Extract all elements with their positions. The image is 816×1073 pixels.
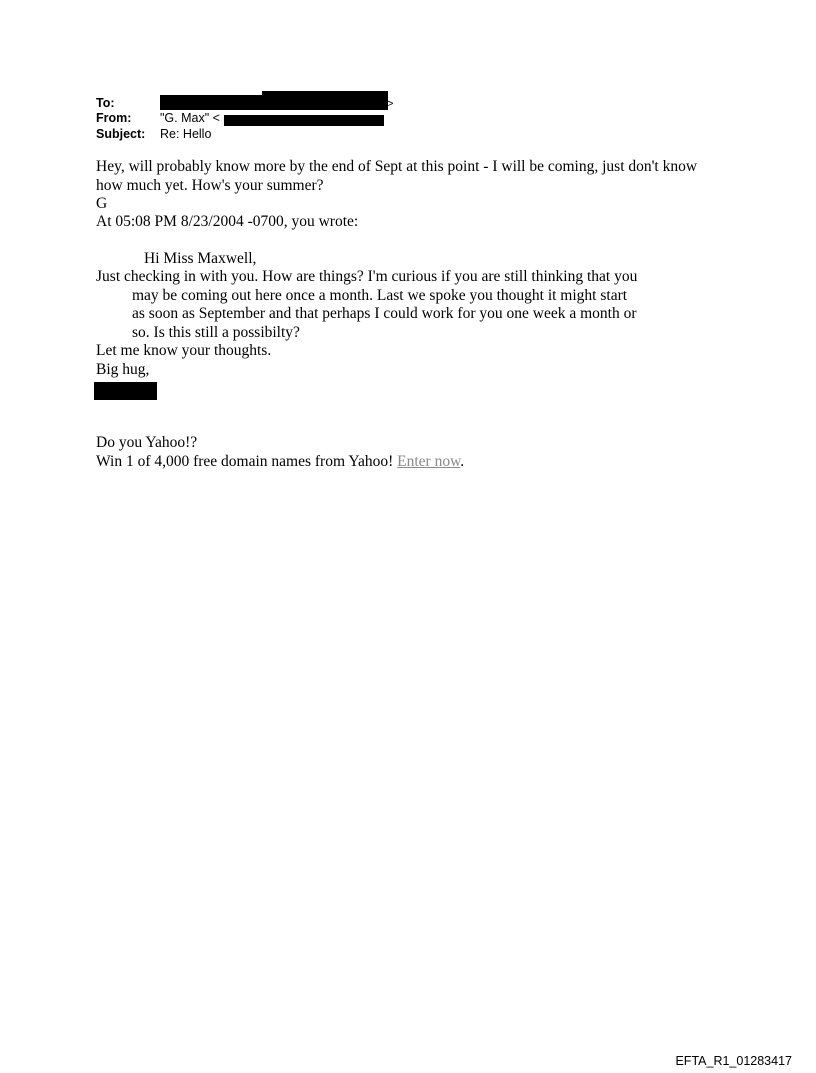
bates-number: EFTA_R1_01283417 [675,1054,792,1068]
quoted-closing-1: Let me know your thoughts. [96,342,272,359]
signature: G [96,195,108,212]
body-line-1: Hey, will probably know more by the end of Sept at this point - I will be coming, just don't know [96,158,698,175]
yahoo-line-2-suffix: . [460,453,465,470]
redaction-to-2 [262,91,388,110]
from-label: From: [96,111,132,125]
to-row [96,96,160,111]
subject-value: Re: Hello [160,127,212,141]
body-line-2: how much yet. How's your summer? [96,177,324,194]
to-label: To: [96,96,115,110]
subject-label: Subject: [96,127,146,141]
yahoo-line-2-prefix: Win 1 of 4,000 free domain names from Yahoo! [96,453,398,470]
from-row [96,111,220,126]
to-value-end: > [387,98,394,110]
redaction-from [224,115,384,126]
redaction-signature [94,382,157,400]
from-value: "G. Max" < [160,111,220,125]
enter-now-link[interactable]: Enter now [397,453,461,470]
subject-row [96,127,211,142]
quote-intro: At 05:08 PM 8/23/2004 -0700, you wrote: [96,213,359,230]
quoted-closing-2: Big hug, [96,361,150,378]
quoted-line-3: as soon as September and that perhaps I could work for you one week a month or [132,305,637,322]
redaction-to-1 [160,95,268,110]
quoted-line-1: Just checking in with you. How are things? I'm curious if you are still thinking that you [96,268,638,285]
yahoo-line-1: Do you Yahoo!? [96,434,198,451]
quoted-line-2: may be coming out here once a month. Last we spoke you thought it might start [132,287,628,304]
quoted-line-4: so. Is this still a possibilty? [132,324,300,341]
yahoo-line-2 [96,453,464,472]
quoted-greeting: Hi Miss Maxwell, [144,250,257,267]
